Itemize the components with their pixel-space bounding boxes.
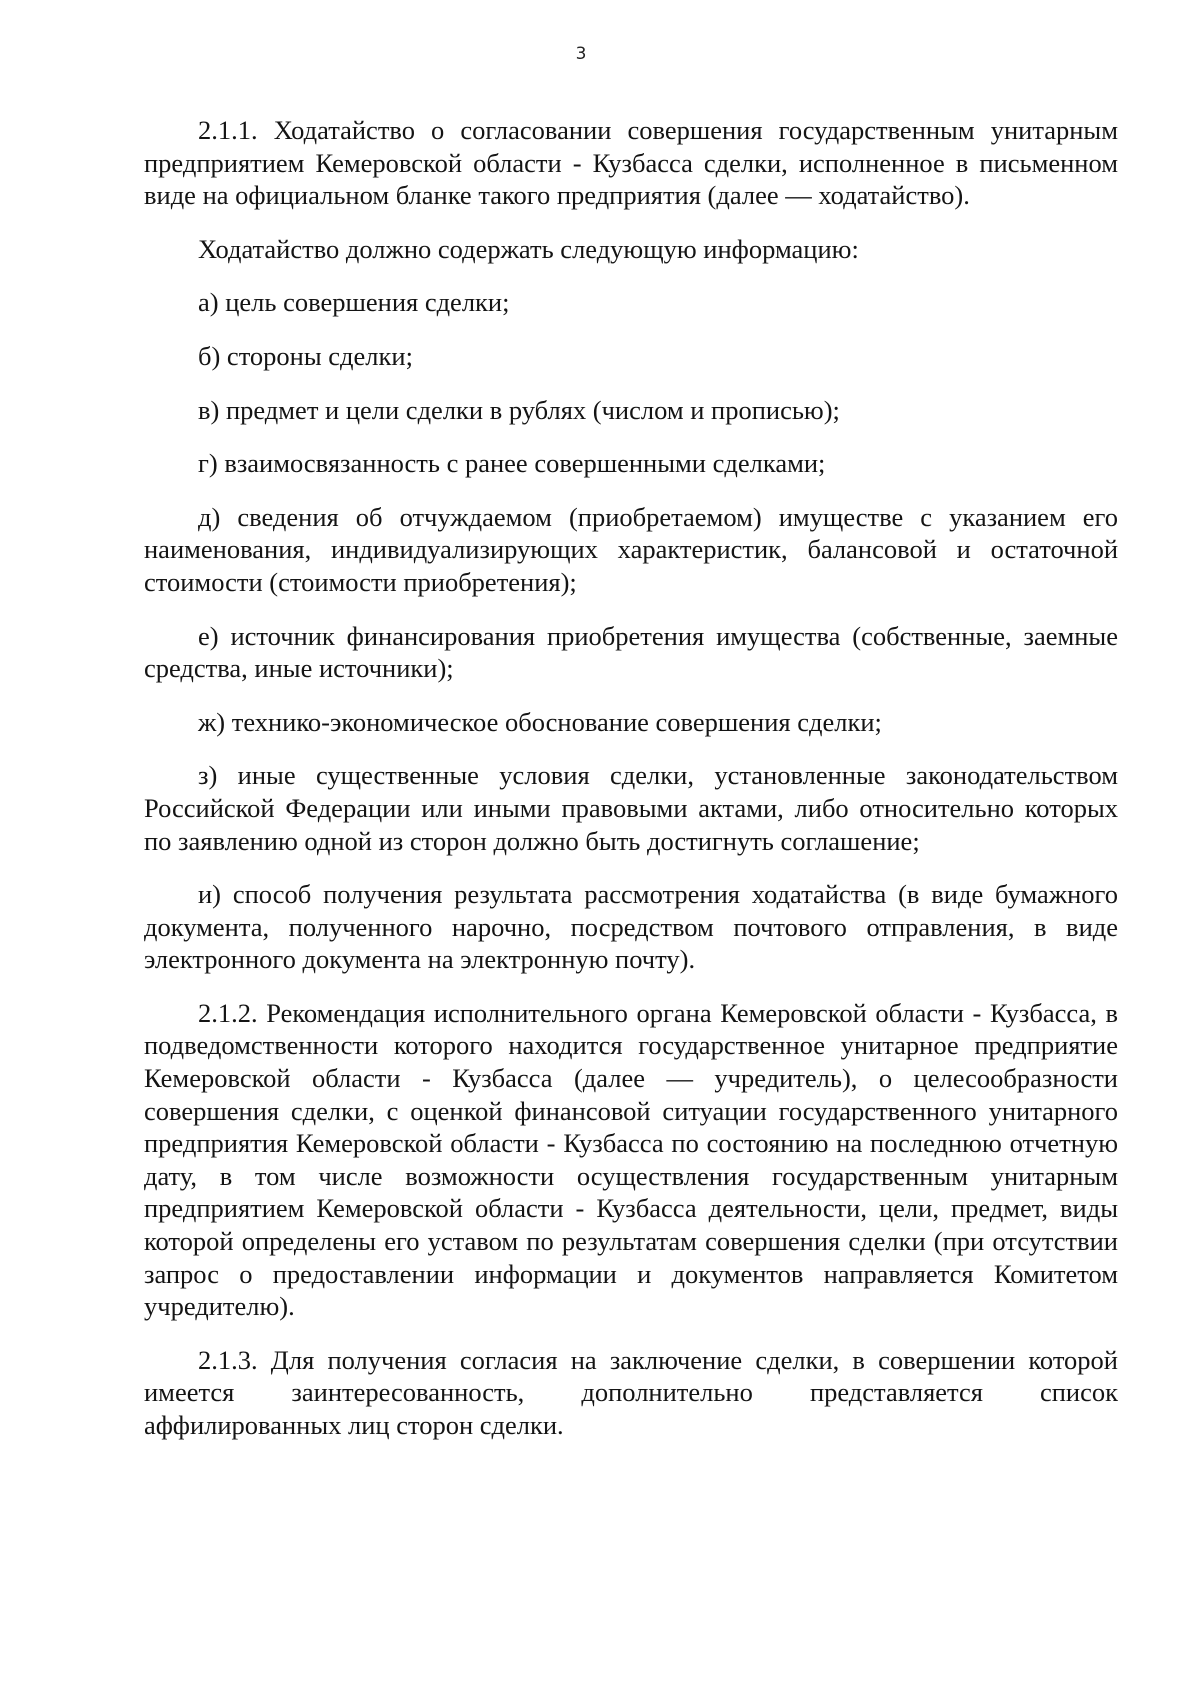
list-item-a: а) цель совершения сделки; [198,287,510,318]
list-item-i: и) способ получения результата рассмотрения ходатайства (в виде бумажного документа, полученного нарочно, посредством почтового отправления, в виде электронного документа на электронную почту). [144,879,1118,975]
list-item-zh: ж) технико-экономическое обоснование совершения сделки; [198,706,882,737]
page-number: 3 [575,44,587,64]
list-item-g: г) взаимосвязанность с ранее совершенными сделками; [198,448,826,479]
list-item-z: з) иные существенные условия сделки, установленные законодательством Российской Федерации или иными правовыми актами, либо относительно которых по заявлению одной из сторон должно быть достигнуть соглашение; [144,760,1118,856]
list-item-v: в) предмет и цели сделки в рублях (числом и прописью); [198,394,840,425]
paragraph-info-intro: Ходатайство должно содержать следующую информацию: [198,233,859,264]
list-item-e: е) источник финансирования приобретения имущества (собственные, заемные средства, иные источники); [144,620,1118,684]
paragraph-2-1-3: 2.1.3. Для получения согласия на заключение сделки, в совершении которой имеется заинтересованность, дополнительно представляется список аффилированных лиц сторон сделки. [144,1344,1118,1440]
list-item-d: д) сведения об отчуждаемом (приобретаемом) имуществе с указанием его наименования, индивидуализирующих характеристик, балансовой и остаточной стоимости (стоимости приобретения); [144,501,1118,597]
paragraph-2-1-2: 2.1.2. Рекомендация исполнительного органа Кемеровской области - Кузбасса, в подведомственности которого находится государственное унитарное предприятие Кемеровской области - Кузбасса (далее — учредитель), о целесообразности совершения сделки, с оценкой финансовой ситуации государственного унитарного предприятия Кемеровской области - Кузбасса по состоянию на последнюю отчетную дату, в том числе возможности осуществления государственным унитарным предприятием Кемеровской области - Кузбасса деятельности, цели, предмет, виды которой определены его уставом по результатам совершения сделки (при отсутствии запрос о предоставлении информации и документов направляется Комитетом учредителю). [144,997,1118,1322]
document-body [144,114,1118,1463]
list-item-b: б) стороны сделки; [198,340,413,371]
paragraph-2-1-1: 2.1.1. Ходатайство о согласовании совершения государственным унитарным предприятием Кемеровской области - Кузбасса сделки, исполненное в письменном виде на официальном бланке такого предприятия (далее — ходатайство). [144,115,1118,211]
